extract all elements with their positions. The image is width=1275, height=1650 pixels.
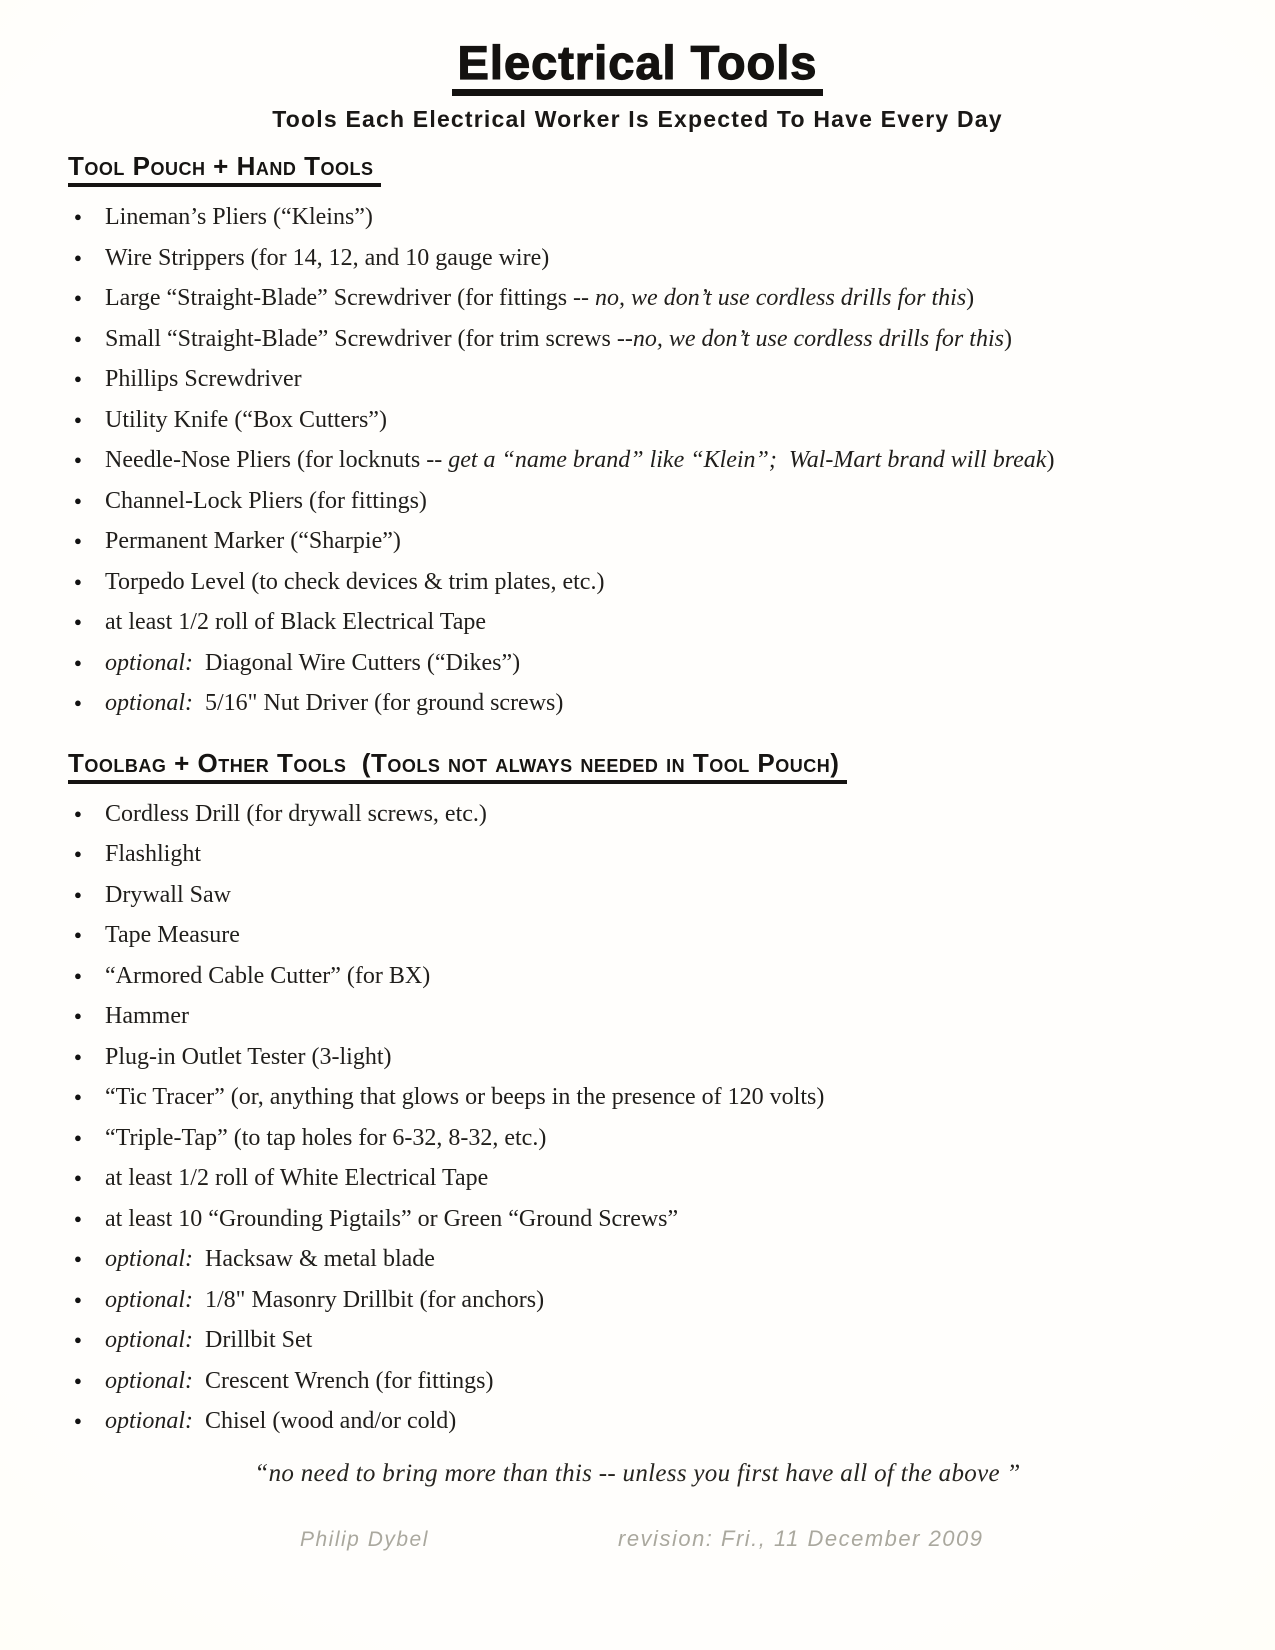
item-text: Drillbit Set xyxy=(193,1327,313,1354)
tool-list xyxy=(68,794,1235,1442)
list-item xyxy=(68,278,1235,319)
section-heading: Tool Pouch + Hand Tools xyxy=(68,151,381,187)
closing-quote: “no need to bring more than this -- unless you first have all of the above ” xyxy=(254,1459,1021,1487)
item-text: Chisel (wood and/or cold) xyxy=(193,1408,457,1435)
item-text: Utility Knife (“Box Cutters”) xyxy=(105,406,387,433)
tool-list xyxy=(68,197,1235,724)
list-item xyxy=(68,562,1235,603)
item-text: Phillips Screwdriver xyxy=(105,366,302,393)
item-text: no, we don’t use cordless drills for this xyxy=(595,285,967,312)
list-item xyxy=(68,1158,1235,1199)
list-item xyxy=(68,996,1235,1037)
list-item xyxy=(68,1118,1235,1159)
list-item xyxy=(68,319,1235,360)
list-item xyxy=(68,440,1235,481)
item-text: Large “Straight-Blade” Screwdriver (for fittings -- xyxy=(105,285,596,312)
section-heading: Toolbag + Other Tools (Tools not always needed in Tool Pouch) xyxy=(68,748,847,784)
list-item xyxy=(68,956,1235,997)
list-item xyxy=(68,1199,1235,1240)
item-text: at least 1/2 roll of White Electrical Tape xyxy=(105,1165,489,1192)
item-text: “Tic Tracer” (or, anything that glows or beeps in the presence of 120 volts) xyxy=(105,1084,825,1111)
item-text: “Armored Cable Cutter” (for BX) xyxy=(105,962,431,989)
item-text: Drywall Saw xyxy=(105,881,231,908)
item-text: optional: xyxy=(105,1367,193,1394)
item-text: 5/16" Nut Driver (for ground screws) xyxy=(193,690,564,717)
author-name: Philip Dybel xyxy=(300,1527,429,1551)
item-text: optional: xyxy=(105,690,193,717)
list-item xyxy=(68,1037,1235,1078)
list-item xyxy=(68,794,1235,835)
item-text: ) xyxy=(966,285,975,312)
item-text: Torpedo Level (to check devices & trim plates, etc.) xyxy=(105,568,605,595)
list-item xyxy=(68,915,1235,956)
item-text: Small “Straight-Blade” Screwdriver (for trim screws -- xyxy=(105,325,633,352)
list-item xyxy=(68,238,1235,279)
list-item xyxy=(68,602,1235,643)
footer-credits xyxy=(0,1524,1275,1564)
revision-date: revision: Fri., 11 December 2009 xyxy=(618,1525,984,1551)
item-text: ) xyxy=(1046,447,1055,474)
item-text: Hacksaw & metal blade xyxy=(193,1246,435,1273)
item-text: at least 10 “Grounding Pigtails” or Green “Ground Screws” xyxy=(105,1205,679,1232)
section-toolbag xyxy=(0,748,1275,1442)
list-item xyxy=(68,197,1235,238)
item-text: “Triple-Tap” (to tap holes for 6-32, 8-32, etc.) xyxy=(105,1124,547,1151)
list-item xyxy=(68,1401,1235,1442)
item-text: 1/8" Masonry Drillbit (for anchors) xyxy=(193,1286,545,1313)
list-item xyxy=(68,875,1235,916)
item-text: Hammer xyxy=(105,1003,189,1030)
item-text: Plug-in Outlet Tester (3-light) xyxy=(105,1043,392,1070)
page-subtitle: Tools Each Electrical Worker Is Expected To Have Every Day xyxy=(272,106,1003,133)
list-item xyxy=(68,481,1235,522)
list-item xyxy=(68,1077,1235,1118)
list-item xyxy=(68,359,1235,400)
item-text: Lineman’s Pliers (“Kleins”) xyxy=(105,204,373,231)
item-text: at least 1/2 roll of Black Electrical Tape xyxy=(105,609,487,636)
list-item xyxy=(68,643,1235,684)
item-text: Cordless Drill (for drywall screws, etc.) xyxy=(105,800,487,827)
title-block xyxy=(0,38,1275,96)
item-text: Tape Measure xyxy=(105,922,240,949)
list-item xyxy=(68,834,1235,875)
list-item xyxy=(68,521,1235,562)
item-text: Diagonal Wire Cutters (“Dikes”) xyxy=(193,649,521,676)
item-text: optional: xyxy=(105,1408,193,1435)
list-item xyxy=(68,683,1235,724)
item-text: Crescent Wrench (for fittings) xyxy=(193,1367,494,1394)
list-item xyxy=(68,1320,1235,1361)
section-tool-pouch xyxy=(0,151,1275,724)
item-text: Permanent Marker (“Sharpie”) xyxy=(105,528,401,555)
item-text: Wire Strippers (for 14, 12, and 10 gauge wire) xyxy=(105,244,550,271)
item-text: get a “name brand” like “Klein”; Wal-Mart brand will break xyxy=(448,447,1047,474)
item-text: optional: xyxy=(105,1246,193,1273)
list-item xyxy=(68,1239,1235,1280)
item-text: Channel-Lock Pliers (for fittings) xyxy=(105,487,427,514)
item-text: Needle-Nose Pliers (for locknuts -- xyxy=(105,447,449,474)
item-text: optional: xyxy=(105,1286,193,1313)
page-title: Electrical Tools xyxy=(452,38,824,96)
item-text: optional: xyxy=(105,649,193,676)
item-text: ) xyxy=(1003,325,1012,352)
item-text: no, we don’t use cordless drills for this xyxy=(632,325,1004,352)
item-text: Flashlight xyxy=(105,841,202,868)
item-text: optional: xyxy=(105,1327,193,1354)
list-item xyxy=(68,1361,1235,1402)
list-item xyxy=(68,400,1235,441)
list-item xyxy=(68,1280,1235,1321)
